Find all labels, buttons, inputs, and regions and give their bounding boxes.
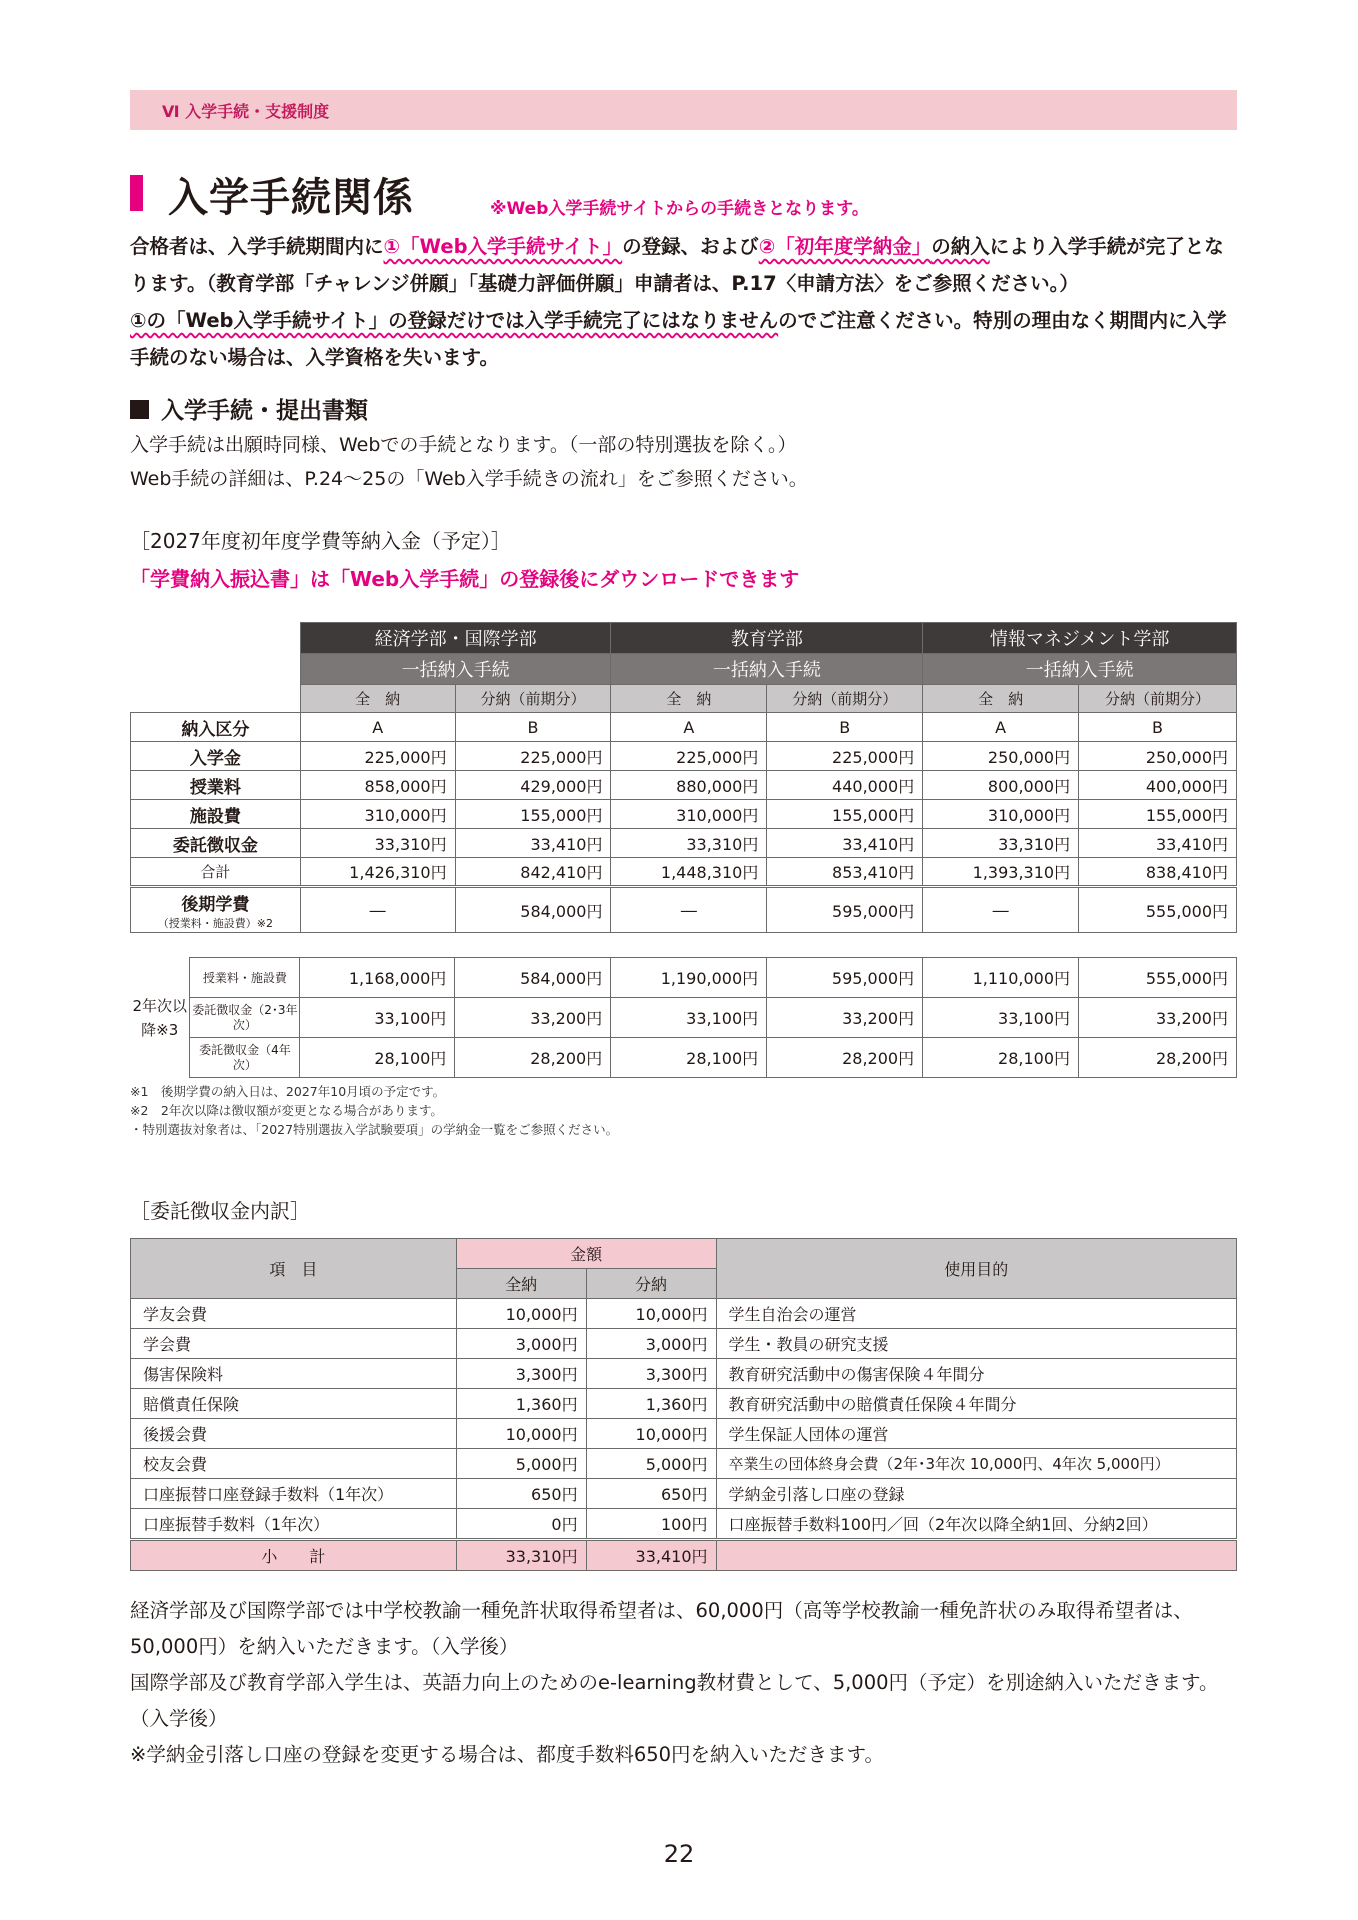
row-label [131, 887, 301, 933]
cell: 225,000円 [767, 742, 923, 771]
cell: 1,360円 [456, 1389, 586, 1419]
method-header: 一括納入手続 [611, 654, 923, 685]
itemized-heading: ［委託徴収金内訳］ [130, 1199, 310, 1223]
row-label: 納入区分 [131, 713, 301, 742]
corner-cell [131, 623, 301, 713]
footer-notes [130, 1593, 1242, 1773]
later-label: 後期学費 [181, 894, 250, 915]
purpose-cell: 学生・教員の研究支援 [716, 1329, 1236, 1359]
subtotal-empty [716, 1540, 1236, 1571]
cell: 595,000円 [767, 887, 923, 933]
table-row [131, 1509, 1237, 1540]
cell: 33,100円 [300, 998, 455, 1038]
cell: 650円 [586, 1479, 716, 1509]
title-accent-bar [130, 175, 143, 211]
cell: 225,000円 [611, 742, 767, 771]
subtotal-row [131, 1540, 1237, 1571]
intro-web-site: ①「Web入学手続サイト」 [383, 235, 623, 258]
cell: 10,000円 [456, 1419, 586, 1449]
fee-notes [130, 1082, 618, 1139]
cell: ― [300, 887, 455, 933]
row-label: 委託徴収金（4年次） [190, 1038, 300, 1078]
table-row [131, 1359, 1237, 1389]
note-3: ・特別選抜対象者は、「2027特別選抜入学試験要項」の学納金一覧をご参照ください。 [130, 1122, 619, 1137]
purpose-cell: 口座振替手数料100円／回（2年次以降全納1回、分納2回） [716, 1509, 1236, 1540]
row-label: 授業料・施設費 [190, 958, 300, 998]
subtotal-split: 33,410円 [586, 1540, 716, 1571]
col-amount-header: 金額 [456, 1239, 716, 1269]
col-purpose-header: 使用目的 [716, 1239, 1236, 1299]
page-title: 入学手続関係 [168, 175, 414, 221]
table-row [131, 800, 1237, 829]
split-header: 分納（前期分） [455, 685, 611, 713]
cell: 800,000円 [923, 771, 1079, 800]
cell: 28,200円 [455, 1038, 611, 1078]
cell: 842,410円 [455, 858, 611, 887]
cell: 225,000円 [300, 742, 455, 771]
row-label: 施設費 [131, 800, 301, 829]
intro-text-1: 合格者は、入学手続期間内に [130, 235, 384, 258]
footer-line-3: ※学納金引落し口座の登録を変更する場合は、都度手数料650円を納入いただきます。 [130, 1743, 884, 1766]
item-cell: 校友会費 [131, 1449, 457, 1479]
intro-first-year-fee: ②「初年度学納金」 [758, 235, 932, 258]
cell: 33,100円 [923, 998, 1079, 1038]
year2-label: 2年次以降※3 [132, 996, 187, 1039]
cell: 858,000円 [300, 771, 455, 800]
cell: 1,168,000円 [300, 958, 455, 998]
purpose-cell: 学生保証人団体の運営 [716, 1419, 1236, 1449]
row-label: 合計 [131, 858, 301, 887]
cell: ― [923, 887, 1079, 933]
item-cell: 学会費 [131, 1329, 457, 1359]
cell: A [923, 713, 1079, 742]
cell: 3,000円 [586, 1329, 716, 1359]
cell: 1,190,000円 [611, 958, 767, 998]
faculty-header: 経済学部・国際学部 [300, 623, 611, 654]
cell: 28,100円 [923, 1038, 1079, 1078]
cell: 10,000円 [586, 1299, 716, 1329]
cell: 429,000円 [455, 771, 611, 800]
split-header: 分納（前期分） [1079, 685, 1237, 713]
cell: 1,110,000円 [923, 958, 1079, 998]
table-row-later [131, 887, 1237, 933]
item-cell: 傷害保険料 [131, 1359, 457, 1389]
cell: 584,000円 [455, 958, 611, 998]
method-header: 一括納入手続 [923, 654, 1237, 685]
cell: A [611, 713, 767, 742]
row-label: 入学金 [131, 742, 301, 771]
cell: 28,100円 [300, 1038, 455, 1078]
table-row [131, 771, 1237, 800]
chapter-header-band [130, 90, 1237, 130]
cell: 310,000円 [300, 800, 455, 829]
cell: 3,000円 [456, 1329, 586, 1359]
item-cell: 学友会費 [131, 1299, 457, 1329]
cell: 100円 [586, 1509, 716, 1540]
section-heading [130, 392, 368, 425]
cell: 5,000円 [586, 1449, 716, 1479]
method-header: 一括納入手続 [300, 654, 611, 685]
cell: 155,000円 [1079, 800, 1237, 829]
subtotal-label: 小 計 [131, 1540, 457, 1571]
section-line-1: 入学手続は出願時同様、Webでの手続となります。（一部の特別選抜を除く。） [130, 434, 797, 456]
cell: 880,000円 [611, 771, 767, 800]
full-header: 全 納 [611, 685, 767, 713]
cell: 225,000円 [455, 742, 611, 771]
page-number: 22 [663, 1840, 695, 1868]
table-row [131, 1449, 1237, 1479]
item-cell: 賠償責任保険 [131, 1389, 457, 1419]
cell: 33,410円 [767, 829, 923, 858]
cell: 33,200円 [767, 998, 923, 1038]
cell: B [767, 713, 923, 742]
col-item-header: 項 目 [131, 1239, 457, 1299]
table-row [131, 1329, 1237, 1359]
note-2: ※2 2年次以降は徴収額が変更となる場合があります。 [130, 1103, 443, 1118]
table-row-total [131, 858, 1237, 887]
cell: 584,000円 [455, 887, 611, 933]
purpose-cell: 教育研究活動中の傷害保険４年間分 [716, 1359, 1236, 1389]
cell: 440,000円 [767, 771, 923, 800]
cell: 33,310円 [611, 829, 767, 858]
table-row [131, 713, 1237, 742]
cell: 33,200円 [1079, 998, 1237, 1038]
cell: 3,300円 [586, 1359, 716, 1389]
cell: ― [611, 887, 767, 933]
cell: 33,410円 [455, 829, 611, 858]
cell: 0円 [456, 1509, 586, 1540]
cell: 28,200円 [767, 1038, 923, 1078]
later-years-table [130, 957, 1237, 1078]
intro-text-5: のでご注意ください。特別の理由なく期間内に入学手続のない場合は、入学資格を失います。 [130, 309, 1227, 369]
fee-table-heading: ［2027年度初年度学費等納入金（予定）］ [130, 529, 511, 553]
row-label: 授業料 [131, 771, 301, 800]
row-label: 委託徴収金（2･3年次） [190, 998, 300, 1038]
title-note: ※Web入学手続サイトからの手続きとなります。 [490, 199, 869, 219]
purpose-cell: 学生自治会の運営 [716, 1299, 1236, 1329]
section-line-2: Web手続の詳細は、P.24～25の「Web入学手続きの流れ」をご参照ください。 [130, 468, 808, 490]
cell: B [455, 713, 611, 742]
cell: 28,200円 [1079, 1038, 1237, 1078]
fee-table [130, 622, 1237, 945]
later-sub: （授業料・施設費）※2 [157, 916, 273, 930]
intro-text-2: の登録、および [622, 235, 759, 258]
cell: 33,410円 [1079, 829, 1237, 858]
purpose-cell: 卒業生の団体終身会費（2年･3年次 10,000円、4年次 5,000円） [716, 1449, 1236, 1479]
faculty-header: 教育学部 [611, 623, 923, 654]
cell: 28,100円 [611, 1038, 767, 1078]
intro-text-3: の納入 [931, 235, 990, 258]
cell: 155,000円 [455, 800, 611, 829]
cell: 250,000円 [1079, 742, 1237, 771]
cell: 10,000円 [586, 1419, 716, 1449]
intro-warning: ①の「Web入学手続サイト」の登録だけでは入学手続完了にはなりません [130, 309, 779, 332]
cell: 1,393,310円 [923, 858, 1079, 887]
cell: 838,410円 [1079, 858, 1237, 887]
intro-paragraph [130, 228, 1240, 376]
chapter-title: Ⅵ 入学手続・支援制度 [162, 102, 330, 121]
footer-line-2: 国際学部及び教育学部入学生は、英語力向上のためのe-learning教材費として、5,000円（予定）を別途納入いただきます。（入学後） [130, 1671, 1219, 1730]
table-row [131, 1479, 1237, 1509]
cell: 3,300円 [456, 1359, 586, 1389]
cell: B [1079, 713, 1237, 742]
cell: 33,310円 [923, 829, 1079, 858]
full-header: 全 納 [300, 685, 455, 713]
cell: 33,200円 [455, 998, 611, 1038]
table-row [131, 1389, 1237, 1419]
subtotal-full: 33,310円 [456, 1540, 586, 1571]
note-1: ※1 後期学費の納入日は、2027年10月頃の予定です。 [130, 1084, 446, 1099]
cell: 33,310円 [300, 829, 455, 858]
item-cell: 口座振替口座登録手数料（1年次） [131, 1479, 457, 1509]
cell: 1,360円 [586, 1389, 716, 1419]
square-bullet-icon [130, 400, 149, 419]
cell: 155,000円 [767, 800, 923, 829]
cell: 853,410円 [767, 858, 923, 887]
cell: 5,000円 [456, 1449, 586, 1479]
purpose-cell: 学納金引落し口座の登録 [716, 1479, 1236, 1509]
cell: 33,100円 [611, 998, 767, 1038]
cell: 1,426,310円 [300, 858, 455, 887]
purpose-cell: 教育研究活動中の賠償責任保険４年間分 [716, 1389, 1236, 1419]
cell: 400,000円 [1079, 771, 1237, 800]
cell: 310,000円 [923, 800, 1079, 829]
cell: 1,448,310円 [611, 858, 767, 887]
faculty-header: 情報マネジメント学部 [923, 623, 1237, 654]
cell: 10,000円 [456, 1299, 586, 1329]
full-header: 全 納 [923, 685, 1079, 713]
cell: 310,000円 [611, 800, 767, 829]
cell: 555,000円 [1079, 958, 1237, 998]
item-cell: 口座振替手数料（1年次） [131, 1509, 457, 1540]
split-header: 分納（前期分） [767, 685, 923, 713]
col-split-header: 分納 [586, 1269, 716, 1299]
col-full-header: 全納 [456, 1269, 586, 1299]
fee-download-note: 「学費納入振込書」は「Web入学手続」の登録後にダウンロードできます [130, 567, 800, 591]
section-title: 入学手続・提出書類 [161, 398, 368, 424]
itemized-table [130, 1238, 1237, 1571]
table-row [131, 742, 1237, 771]
row-label: 委託徴収金 [131, 829, 301, 858]
intro-text-4: により入学手続が完了となります。（教育学部「チャレンジ併願」「基礎力評価併願」申請者は、P.17〈申請方法〉をご参照ください。） [130, 235, 1224, 295]
item-cell: 後援会費 [131, 1419, 457, 1449]
table-row [131, 829, 1237, 858]
cell: 555,000円 [1079, 887, 1237, 933]
cell: A [300, 713, 455, 742]
cell: 650円 [456, 1479, 586, 1509]
footer-line-1: 経済学部及び国際学部では中学校教諭一種免許状取得希望者は、60,000円（高等学校教諭一種免許状のみ取得希望者は、50,000円）を納入いただきます。（入学後） [130, 1599, 1193, 1658]
table-row [131, 1419, 1237, 1449]
cell: 595,000円 [767, 958, 923, 998]
cell: 250,000円 [923, 742, 1079, 771]
table-row [131, 1299, 1237, 1329]
